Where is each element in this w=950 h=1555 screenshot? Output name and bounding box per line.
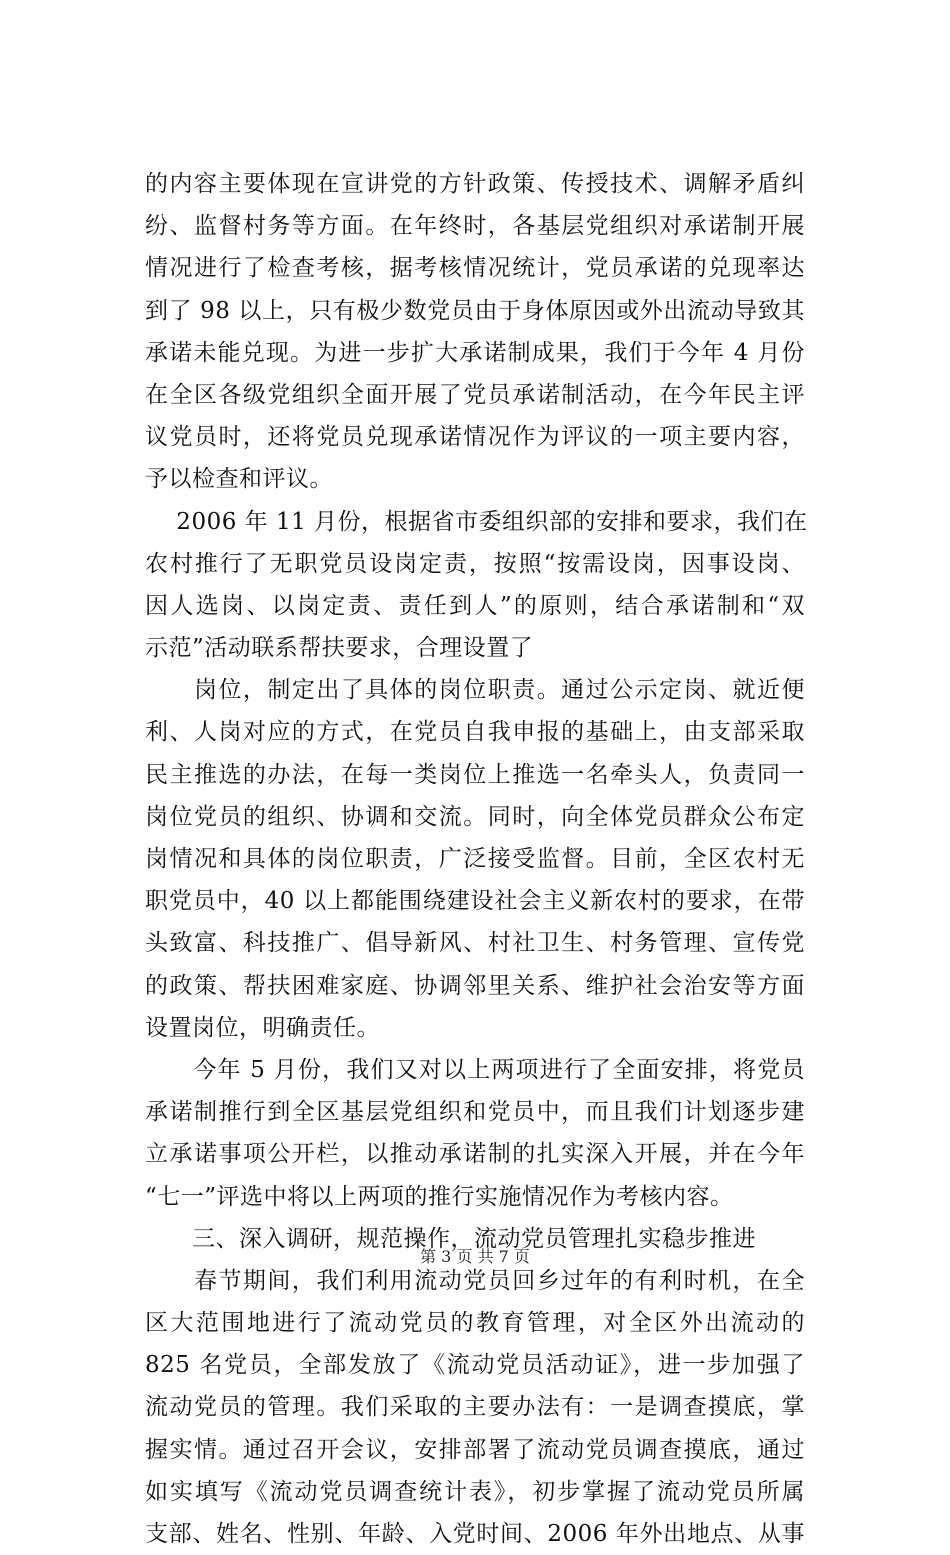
text-line: 利、人岗对应的方式，在党员自我申报的基础上，由支部采取 <box>145 719 805 746</box>
text-line: 予以检查和评议。 <box>145 466 333 493</box>
text-line: 承诺制推行到全区基层党组织和党员中，而且我们计划逐步建 <box>145 1099 805 1126</box>
text-line: 议党员时，还将党员兑现承诺情况作为评议的一项主要内容， <box>145 424 805 451</box>
text-line: 支部、姓名、性别、年龄、入党时间、2006 年外出地点、从事 <box>145 1521 805 1547</box>
text-line: 春节期间，我们利用流动党员回乡过年的有利时机，在全 <box>145 1267 805 1294</box>
text-line: 农村推行了无职党员设岗定责，按照“按需设岗，因事设岗、 <box>145 550 805 577</box>
text-line: 因人选岗、以岗定责、责任到人”的原则，结合承诺制和“双 <box>145 592 805 619</box>
text-line: 的政策、帮扶困难家庭、协调邻里关系、维护社会治安等方面 <box>145 972 805 999</box>
text-line: 2006 年 11 月份，根据省市委组织部的安排和要求，我们在 <box>145 508 808 535</box>
text-line: 握实情。通过召开会议，安排部署了流动党员调查摸底，通过 <box>145 1436 805 1463</box>
text-line: 825 名党员，全部发放了《流动党员活动证》，进一步加强了 <box>145 1352 805 1379</box>
text-line: 的内容主要体现在宣讲党的方针政策、传授技术、调解矛盾纠 <box>145 171 805 197</box>
text-line: 岗情况和具体的岗位职责，广泛接受监督。目前，全区农村无 <box>145 846 805 872</box>
text-line: 区大范围地进行了流动党员的教育管理，对全区外出流动的 <box>145 1310 805 1337</box>
text-line: 岗位，制定出了具体的岗位职责。通过公示定岗、就近便 <box>145 677 805 704</box>
text-line: 情况进行了检查考核，据考核情况统计，党员承诺的兑现率达 <box>145 255 805 282</box>
text-line: 职党员中，40 以上都能围绕建设社会主义新农村的要求，在带 <box>145 888 805 915</box>
text-line: 如实填写《流动党员调查统计表》，初步掌握了流动党员所属 <box>145 1478 805 1505</box>
text-line: 承诺未能兑现。为进一步扩大承诺制成果，我们于今年 4 月份 <box>145 339 805 366</box>
text-line: 在全区各级党组织全面开展了党员承诺制活动，在今年民主评 <box>145 381 805 408</box>
text-line: 流动党员的管理。我们采取的主要办法有：一是调查摸底，掌 <box>145 1394 805 1421</box>
text-line: 到了 98 以上，只有极少数党员由于身体原因或外出流动导致其 <box>145 297 805 324</box>
page-number: 第 3 页 共 7 页 <box>420 1247 530 1266</box>
text-line: 头致富、科技推广、倡导新风、村社卫生、村务管理、宣传党 <box>145 930 805 957</box>
text-line: 设置岗位，明确责任。 <box>145 1014 380 1041</box>
text-line: “七一”评选中将以上两项的推行实施情况作为考核内容。 <box>145 1183 734 1210</box>
text-line: 纷、监督村务等方面。在年终时，各基层党组织对承诺制开展 <box>145 213 805 240</box>
body-text <box>145 163 808 1555</box>
text-line: 今年 5 月份，我们又对以上两项进行了全面安排，将党员 <box>145 1056 805 1083</box>
section-heading: 三、深入调研，规范操作，流动党员管理扎实稳步推进 <box>145 1225 756 1252</box>
text-line: 民主推选的办法，在每一类岗位上推选一名牵头人，负责同一 <box>145 761 805 788</box>
text-line: 示范”活动联系帮扶要求，合理设置了 <box>145 635 534 662</box>
text-line: 岗位党员的组织、协调和交流。同时，向全体党员群众公布定 <box>145 803 805 830</box>
text-line: 立承诺事项公开栏，以推动承诺制的扎实深入开展，并在今年 <box>145 1141 805 1168</box>
